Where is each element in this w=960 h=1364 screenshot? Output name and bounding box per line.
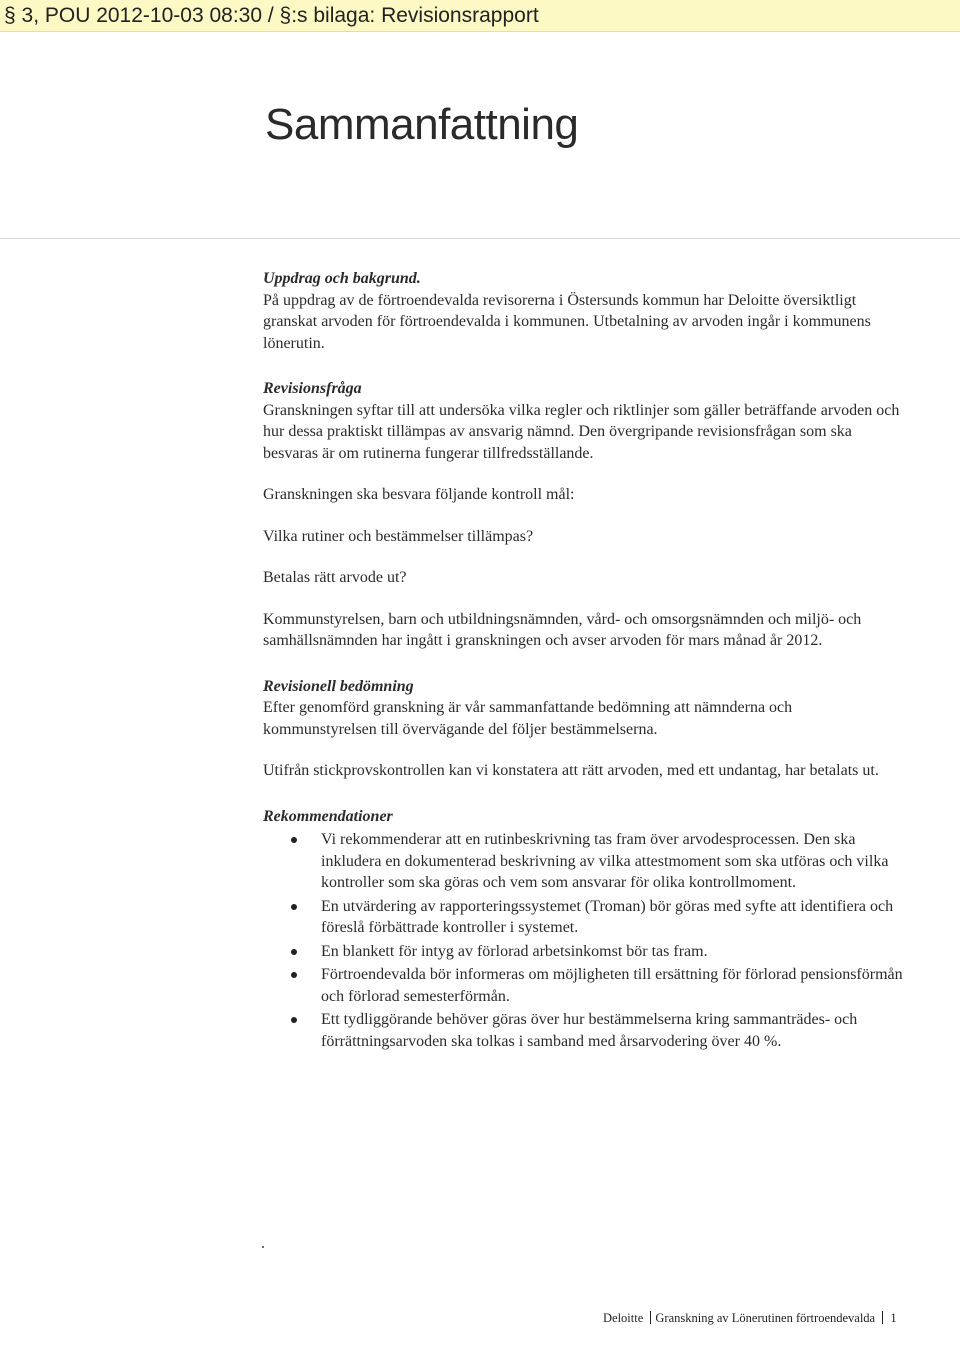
list-item: Förtroendevalda bör informeras om möjligheten till ersättning för förlorad pensionsförmån och förlorad semesterförmån. — [321, 964, 903, 1007]
footer-separator — [882, 1311, 883, 1324]
list-item: Vi rekommenderar att en rutinbeskrivning tas fram över arvodesprocessen. Den ska inkludera en dokumenterad beskrivning av vilka attestmoment som ska utföras och vilka kontroller som ska göras och vem som ansvarar för olika kontrollmoment. — [321, 829, 903, 894]
scan-speck — [262, 1246, 264, 1248]
recommendations-list — [263, 829, 903, 1052]
page-title: Sammanfattning — [265, 100, 579, 149]
document-body — [263, 268, 903, 1054]
page-footer — [603, 1311, 897, 1326]
document-header-text: § 3, POU 2012-10-03 08:30 / §:s bilaga: Revisionsrapport — [4, 4, 539, 27]
paragraph-goal-1: Vilka rutiner och bestämmelser tillämpas? — [263, 527, 534, 545]
footer-page-number: 1 — [890, 1311, 897, 1325]
paragraph-bedomning-2: Utifrån stickprovskontrollen kan vi konstatera att rätt arvoden, med ett undantag, har betalats ut. — [263, 762, 879, 779]
heading-revisionsfraga: Revisionsfråga — [263, 380, 362, 397]
paragraph-goals-intro: Granskningen ska besvara följande kontroll mål: — [263, 486, 575, 503]
document-header-bar — [0, 0, 960, 32]
heading-rekommendationer: Rekommendationer — [263, 807, 393, 825]
header-divider — [0, 238, 960, 239]
paragraph-bedomning-1: Efter genomförd granskning är vår sammanfattande bedömning att nämnderna och kommunstyrelsen till övervägande del följer bestämmelserna. — [263, 699, 793, 738]
list-item: En utvärdering av rapporteringssystemet (Troman) bör göras med syfte att identifiera och föreslå förbättrade kontroller i systemet. — [321, 896, 903, 939]
list-item: En blankett för intyg av förlorad arbetsinkomst bör tas fram. — [321, 941, 903, 963]
paragraph-goal-2: Betalas rätt arvode ut? — [263, 569, 407, 586]
list-item: Ett tydliggörande behöver göras över hur bestämmelserna kring sammanträdes- och förrättningsarvoden ska tolkas i samband med årsarvodering över 40 %. — [321, 1009, 903, 1052]
heading-bedomning: Revisionell bedömning — [263, 677, 414, 695]
footer-brand: Deloitte — [603, 1311, 644, 1325]
footer-separator — [650, 1311, 651, 1324]
paragraph-revisionsfraga: Granskningen syftar till att undersöka vilka regler och riktlinjer som gäller beträffande arvoden och hur dessa praktiskt tillämpas av ansvarig nämnd. Den övergripande revisionsfrågan som ska besvaras är om rutinerna fungerar tillfredsställande. — [263, 401, 900, 462]
paragraph-uppdrag: På uppdrag av de förtroendevalda revisorerna i Östersunds kommun har Deloitte översiktligt granskat arvoden för förtroendevalda i kommunen. Utbetalning av arvoden ingår i kommunens lönerutin. — [263, 291, 871, 352]
paragraph-scope: Kommunstyrelsen, barn och utbildningsnämnden, vård- och omsorgsnämnden och miljö- och samhällsnämnden har ingått i granskningen och avser arvoden för mars månad år 2012. — [263, 610, 862, 649]
heading-uppdrag: Uppdrag och bakgrund. — [263, 270, 421, 287]
footer-doc-title: Granskning av Lönerutinen förtroendevalda — [655, 1311, 876, 1325]
